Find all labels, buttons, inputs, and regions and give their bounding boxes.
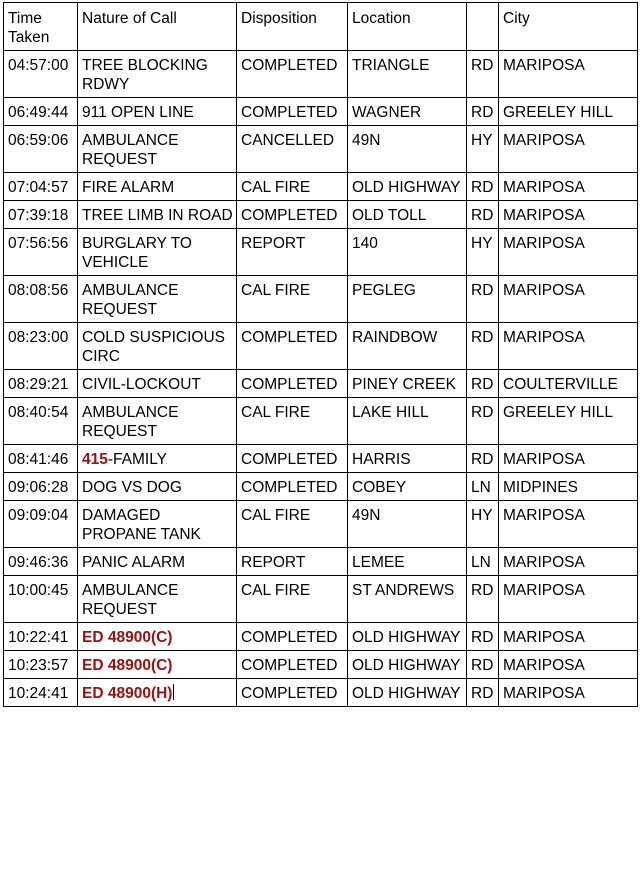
cell-type: RD bbox=[467, 370, 499, 398]
cell-type: RD bbox=[467, 651, 499, 679]
cell-disposition: CAL FIRE bbox=[237, 173, 348, 201]
cell-nature bbox=[78, 398, 237, 445]
cell-time: 07:04:57 bbox=[4, 173, 78, 201]
cell-city: MARIPOSA bbox=[499, 445, 638, 473]
cell-location: OLD HIGHWAY bbox=[348, 173, 467, 201]
cell-disposition: COMPLETED bbox=[237, 651, 348, 679]
cell-nature bbox=[78, 651, 237, 679]
cell-type: HY bbox=[467, 229, 499, 276]
cell-nature bbox=[78, 323, 237, 370]
cell-time: 06:49:44 bbox=[4, 98, 78, 126]
nature-text: AMBULANCE REQUEST bbox=[82, 582, 179, 618]
nature-text: COLD SUSPICIOUS CIRC bbox=[82, 329, 225, 365]
table-row bbox=[4, 173, 638, 201]
cell-time: 10:24:41 bbox=[4, 679, 78, 707]
cell-city: MARIPOSA bbox=[499, 501, 638, 548]
cell-location: OLD HIGHWAY bbox=[348, 679, 467, 707]
cell-time: 08:41:46 bbox=[4, 445, 78, 473]
nature-text: AMBULANCE REQUEST bbox=[82, 132, 179, 168]
cell-nature bbox=[78, 370, 237, 398]
cell-disposition: COMPLETED bbox=[237, 445, 348, 473]
nature-code: ED 48900(C) bbox=[82, 629, 173, 646]
cell-type: LN bbox=[467, 473, 499, 501]
cell-disposition: COMPLETED bbox=[237, 51, 348, 98]
table-row bbox=[4, 576, 638, 623]
nature-text: PANIC ALARM bbox=[82, 554, 186, 571]
cell-disposition: CAL FIRE bbox=[237, 398, 348, 445]
cell-location: HARRIS bbox=[348, 445, 467, 473]
cell-type: RD bbox=[467, 623, 499, 651]
cell-location: LEMEE bbox=[348, 548, 467, 576]
cell-nature bbox=[78, 201, 237, 229]
nature-text: 911 OPEN LINE bbox=[82, 104, 194, 121]
cell-nature bbox=[78, 173, 237, 201]
cell-disposition: CAL FIRE bbox=[237, 501, 348, 548]
cell-city: MARIPOSA bbox=[499, 323, 638, 370]
cell-time: 09:09:04 bbox=[4, 501, 78, 548]
cell-location: LAKE HILL bbox=[348, 398, 467, 445]
nature-text: AMBULANCE REQUEST bbox=[82, 282, 179, 318]
cell-type: RD bbox=[467, 679, 499, 707]
cell-disposition: CAL FIRE bbox=[237, 576, 348, 623]
cell-nature bbox=[78, 126, 237, 173]
cell-time: 10:22:41 bbox=[4, 623, 78, 651]
cell-disposition: COMPLETED bbox=[237, 370, 348, 398]
cell-disposition: COMPLETED bbox=[237, 98, 348, 126]
cell-city: MARIPOSA bbox=[499, 576, 638, 623]
table-row bbox=[4, 445, 638, 473]
cell-type: RD bbox=[467, 398, 499, 445]
nature-code: 415 bbox=[82, 451, 108, 468]
table-row bbox=[4, 501, 638, 548]
cell-time: 04:57:00 bbox=[4, 51, 78, 98]
cell-type: RD bbox=[467, 323, 499, 370]
cell-location: ST ANDREWS bbox=[348, 576, 467, 623]
header-row bbox=[4, 3, 638, 51]
cell-city: COULTERVILLE bbox=[499, 370, 638, 398]
cell-nature bbox=[78, 501, 237, 548]
cell-city: MARIPOSA bbox=[499, 51, 638, 98]
table-row bbox=[4, 229, 638, 276]
table-row bbox=[4, 679, 638, 707]
header-type bbox=[467, 3, 499, 51]
cell-time: 08:29:21 bbox=[4, 370, 78, 398]
cell-city: MARIPOSA bbox=[499, 276, 638, 323]
cell-time: 07:39:18 bbox=[4, 201, 78, 229]
cell-type: RD bbox=[467, 445, 499, 473]
nature-text: FIRE ALARM bbox=[82, 179, 175, 196]
cell-city: MARIPOSA bbox=[499, 201, 638, 229]
nature-text: TREE BLOCKING RDWY bbox=[82, 57, 208, 93]
cell-time: 09:46:36 bbox=[4, 548, 78, 576]
table-body bbox=[4, 51, 638, 707]
cell-location: 49N bbox=[348, 501, 467, 548]
table-row bbox=[4, 623, 638, 651]
table-row bbox=[4, 370, 638, 398]
cell-type: RD bbox=[467, 276, 499, 323]
cell-nature bbox=[78, 473, 237, 501]
cell-city: MARIPOSA bbox=[499, 173, 638, 201]
table-row bbox=[4, 201, 638, 229]
cell-location: PEGLEG bbox=[348, 276, 467, 323]
cell-time: 08:23:00 bbox=[4, 323, 78, 370]
header-time: Time Taken bbox=[4, 3, 78, 51]
cell-location: 49N bbox=[348, 126, 467, 173]
cell-type: RD bbox=[467, 173, 499, 201]
cell-time: 08:40:54 bbox=[4, 398, 78, 445]
nature-text: DOG VS DOG bbox=[82, 479, 182, 496]
cell-location: WAGNER bbox=[348, 98, 467, 126]
cell-location: 140 bbox=[348, 229, 467, 276]
table-row bbox=[4, 276, 638, 323]
cell-city: MARIPOSA bbox=[499, 679, 638, 707]
text-cursor bbox=[173, 684, 174, 700]
cell-time: 07:56:56 bbox=[4, 229, 78, 276]
cell-disposition: COMPLETED bbox=[237, 473, 348, 501]
cell-location: OLD HIGHWAY bbox=[348, 623, 467, 651]
cell-disposition: CANCELLED bbox=[237, 126, 348, 173]
table-row bbox=[4, 473, 638, 501]
cell-disposition: REPORT bbox=[237, 548, 348, 576]
cell-city: MARIPOSA bbox=[499, 651, 638, 679]
cell-time: 09:06:28 bbox=[4, 473, 78, 501]
cell-time: 06:59:06 bbox=[4, 126, 78, 173]
cell-type: LN bbox=[467, 548, 499, 576]
cell-nature bbox=[78, 229, 237, 276]
cell-time: 10:23:57 bbox=[4, 651, 78, 679]
cell-nature bbox=[78, 445, 237, 473]
cell-type: RD bbox=[467, 51, 499, 98]
header-city: City bbox=[499, 3, 638, 51]
cell-disposition: COMPLETED bbox=[237, 323, 348, 370]
cell-city: MARIPOSA bbox=[499, 548, 638, 576]
cell-type: RD bbox=[467, 98, 499, 126]
cell-nature bbox=[78, 623, 237, 651]
nature-text: DAMAGED PROPANE TANK bbox=[82, 507, 201, 543]
cell-nature bbox=[78, 98, 237, 126]
nature-text: BURGLARY TO VEHICLE bbox=[82, 235, 192, 271]
cell-disposition: REPORT bbox=[237, 229, 348, 276]
cell-nature bbox=[78, 51, 237, 98]
table-row bbox=[4, 126, 638, 173]
nature-text: -FAMILY bbox=[107, 451, 168, 468]
table-row bbox=[4, 398, 638, 445]
cell-type: RD bbox=[467, 201, 499, 229]
cell-city: GREELEY HILL bbox=[499, 98, 638, 126]
cell-city: MIDPINES bbox=[499, 473, 638, 501]
table-row bbox=[4, 323, 638, 370]
cell-time: 08:08:56 bbox=[4, 276, 78, 323]
table-row bbox=[4, 548, 638, 576]
cell-time: 10:00:45 bbox=[4, 576, 78, 623]
cell-disposition: COMPLETED bbox=[237, 679, 348, 707]
cell-location: OLD TOLL bbox=[348, 201, 467, 229]
nature-text: CIVIL-LOCKOUT bbox=[82, 376, 201, 393]
cell-city: MARIPOSA bbox=[499, 126, 638, 173]
cell-location: OLD HIGHWAY bbox=[348, 651, 467, 679]
nature-code: ED 48900(H) bbox=[82, 685, 173, 702]
cell-nature bbox=[78, 679, 237, 707]
table-row bbox=[4, 51, 638, 98]
cell-city: GREELEY HILL bbox=[499, 398, 638, 445]
cell-nature bbox=[78, 276, 237, 323]
table-row bbox=[4, 98, 638, 126]
cell-city: MARIPOSA bbox=[499, 229, 638, 276]
header-nature: Nature of Call bbox=[78, 3, 237, 51]
cell-disposition: COMPLETED bbox=[237, 623, 348, 651]
call-log-table bbox=[3, 2, 638, 707]
cell-type: HY bbox=[467, 126, 499, 173]
table-row bbox=[4, 651, 638, 679]
cell-type: RD bbox=[467, 576, 499, 623]
cell-disposition: CAL FIRE bbox=[237, 276, 348, 323]
cell-city: MARIPOSA bbox=[499, 623, 638, 651]
cell-nature bbox=[78, 576, 237, 623]
nature-text: AMBULANCE REQUEST bbox=[82, 404, 179, 440]
cell-location: TRIANGLE bbox=[348, 51, 467, 98]
nature-text: TREE LIMB IN ROAD bbox=[82, 207, 233, 224]
nature-code: ED 48900(C) bbox=[82, 657, 173, 674]
cell-location: RAINDBOW bbox=[348, 323, 467, 370]
cell-location: COBEY bbox=[348, 473, 467, 501]
cell-nature bbox=[78, 548, 237, 576]
cell-disposition: COMPLETED bbox=[237, 201, 348, 229]
header-disposition: Disposition bbox=[237, 3, 348, 51]
cell-location: PINEY CREEK bbox=[348, 370, 467, 398]
header-location: Location bbox=[348, 3, 467, 51]
cell-type: HY bbox=[467, 501, 499, 548]
